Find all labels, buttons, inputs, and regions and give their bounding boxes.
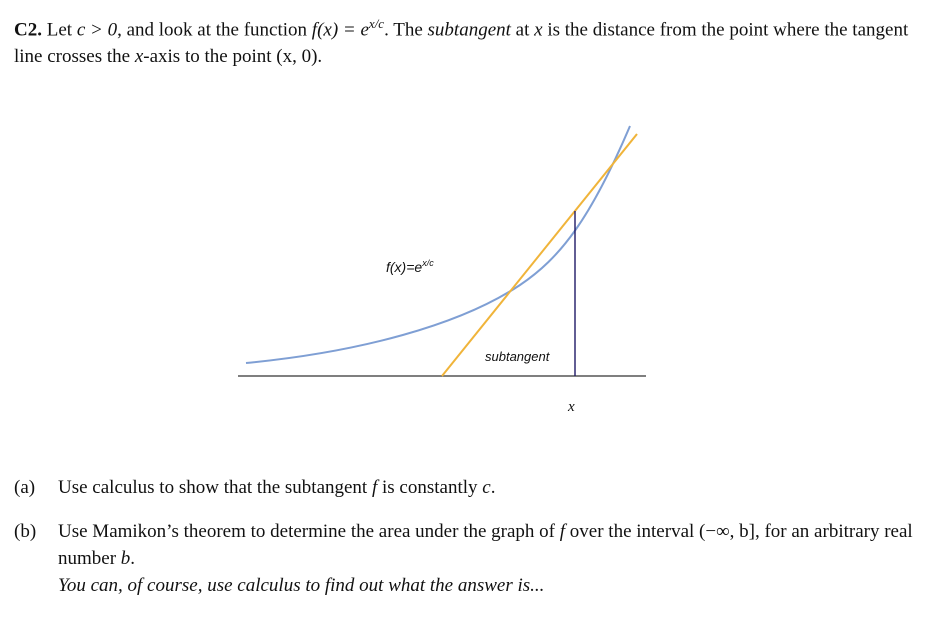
var-x: x [534,19,543,41]
question-text: Use Mamikon’s theorem to determine the area under the graph of [58,521,560,542]
question-label: (b) [14,521,37,542]
term-subtangent: subtangent [427,19,511,41]
var-f: f [559,521,566,542]
intro-text: Let [41,19,77,41]
curve-label: $f(x)=e^{x/c}$ [386,258,434,275]
condition: c > 0 [76,19,118,41]
problem-id: C2. [14,19,42,41]
intro-text: is the distance from the point where the tangent line crosses the [14,19,909,68]
question-text: , for an arbitrary real number [58,521,913,569]
question-b [14,518,914,599]
question-note: You can, of course, use calculus to find out what the answer is... [58,575,545,596]
intro-text: . The [384,19,428,41]
exponential-curve [246,126,630,363]
question-text: . [130,548,136,569]
var-f: f [371,477,378,498]
function-exponent: x/c [368,16,385,31]
interval: (−∞, b] [699,521,755,542]
intro-text: . [317,46,323,68]
point-x0: (x, 0) [276,46,318,68]
question-label: (a) [14,477,36,498]
var-b: b [120,548,131,569]
question-text: Use calculus to show that the subtangent [58,477,372,498]
tangent-line [442,134,637,376]
var-x: x [134,46,144,68]
var-c: c [482,477,491,498]
intro-text: , and look at the function [117,19,312,41]
intro-text: at [510,19,535,41]
question-text: is constantly [377,477,483,498]
question-text: over the interval [565,521,700,542]
question-text: . [490,477,496,498]
question-body [58,518,914,599]
subtangent-label: subtangent [485,349,550,364]
function-expression: f(x) = e [311,19,369,41]
intro-text: -axis to the point [143,46,277,68]
question-a [14,474,914,501]
question-body [58,474,914,501]
x-label: x [568,399,575,415]
